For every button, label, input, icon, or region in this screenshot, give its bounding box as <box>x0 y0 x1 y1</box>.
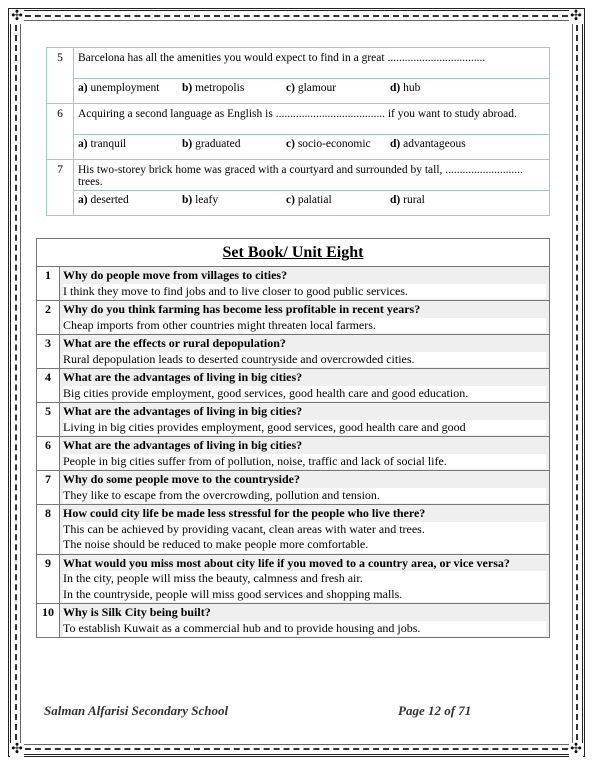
qa-number: 7 <box>37 471 60 505</box>
answer-option <box>78 138 126 150</box>
option-key: d) <box>390 138 401 150</box>
qa-content <box>60 369 550 403</box>
option-key: c) <box>286 194 295 206</box>
qa-row <box>37 505 550 555</box>
answer-text: In the city, people will miss the beauty, calmness and fresh air. <box>63 571 546 587</box>
qa-content <box>60 604 550 638</box>
option-text: glamour <box>297 82 337 94</box>
question-text: What are the advantages of living in big cities? <box>63 370 303 384</box>
footer-page-number: Page 12 of 71 <box>398 703 472 718</box>
answer-text: This can be achieved by providing vacant, clean areas with water and trees. <box>63 522 546 538</box>
answer-option <box>286 82 336 94</box>
option-text: advantageous <box>403 138 466 150</box>
qa-content <box>60 335 550 369</box>
option-key: d) <box>390 82 401 94</box>
option-text: leafy <box>195 194 219 206</box>
option-key: a) <box>78 82 88 94</box>
mcq-table <box>46 47 550 216</box>
option-text: tranquil <box>90 138 127 150</box>
mcq-question-row <box>47 160 550 191</box>
option-text: graduated <box>195 138 241 150</box>
answer-text: I think they move to find jobs and to live closer to good public services. <box>63 284 546 300</box>
qa-row <box>37 267 550 301</box>
qa-content <box>60 403 550 437</box>
footer-school-name: Salman Alfarisi Secondary School <box>44 703 229 718</box>
qa-row <box>37 604 550 638</box>
option-key: a) <box>78 194 88 206</box>
answer-text: Cheap imports from other countries might threaten local farmers. <box>63 318 546 334</box>
qa-number: 10 <box>37 604 60 638</box>
corner-ornament-icon: ✣ <box>570 9 582 24</box>
option-key: b) <box>182 138 193 150</box>
qa-content <box>60 471 550 505</box>
answer-option <box>182 138 240 150</box>
qa-number: 8 <box>37 505 60 555</box>
qa-content <box>60 505 550 555</box>
setbook-title: Set Book/ Unit Eight <box>37 239 550 267</box>
answer-option <box>286 194 332 206</box>
option-key: c) <box>286 82 295 94</box>
question-number: 7 <box>47 160 74 216</box>
question-text: How could city life be made less stressful for the people who live there? <box>63 506 426 520</box>
option-key: b) <box>182 82 193 94</box>
mcq-question-row <box>47 48 550 79</box>
setbook-table <box>36 238 550 638</box>
qa-row <box>37 471 550 505</box>
answer-option <box>182 194 218 206</box>
answer-text: They like to escape from the overcrowding, pollution and tension. <box>63 488 546 504</box>
question-stem: His two-storey brick home was graced with a courtyard and surrounded by tall, ........................... trees. <box>74 160 550 191</box>
option-text: deserted <box>90 194 129 206</box>
answer-option <box>286 138 371 150</box>
qa-number: 1 <box>37 267 60 301</box>
answer-text: To establish Kuwait as a commercial hub and to provide housing and jobs. <box>63 621 546 637</box>
mcq-question-row <box>47 104 550 135</box>
answer-option <box>78 82 159 94</box>
option-key: c) <box>286 138 295 150</box>
option-text: rural <box>403 194 425 206</box>
option-text: metropolis <box>195 82 245 94</box>
qa-content <box>60 437 550 471</box>
question-stem: Acquiring a second language as English is ...................................... if you want to study abroad. <box>74 104 550 135</box>
qa-row <box>37 335 550 369</box>
qa-number: 2 <box>37 301 60 335</box>
qa-row <box>37 369 550 403</box>
question-text: What are the advantages of living in big cities? <box>63 404 303 418</box>
qa-number: 3 <box>37 335 60 369</box>
option-text: hub <box>403 82 421 94</box>
qa-content <box>60 301 550 335</box>
option-text: socio-economic <box>297 138 371 150</box>
option-key: b) <box>182 194 193 206</box>
answer-option <box>390 82 420 94</box>
option-key: d) <box>390 194 401 206</box>
question-text: What are the advantages of living in big cities? <box>63 438 303 452</box>
answer-option <box>182 82 244 94</box>
question-text: Why is Silk City being built? <box>63 605 211 619</box>
answer-text: Living in big cities provides employment, good services, good health care and good <box>63 420 546 436</box>
answer-text: The noise should be reduced to make people more comfortable. <box>63 537 546 553</box>
qa-content <box>60 554 550 604</box>
question-number: 5 <box>47 48 74 104</box>
answer-text: Rural depopulation leads to deserted countryside and overcrowded cities. <box>63 352 546 368</box>
qa-row <box>37 437 550 471</box>
answer-text: In the countryside, people will miss good services and shopping malls. <box>63 587 546 603</box>
corner-ornament-icon: ✣ <box>570 742 582 757</box>
option-key: a) <box>78 138 88 150</box>
option-text: palatial <box>297 194 332 206</box>
question-text: What are the effects or rural depopulation? <box>63 336 286 350</box>
option-text: unemployment <box>90 82 160 94</box>
question-stem: Barcelona has all the amenities you would expect to find in a great .................................. <box>74 48 550 79</box>
answer-text: People in big cities suffer from of pollution, noise, traffic and lack of social life. <box>63 454 546 470</box>
answer-text: Big cities provide employment, good services, good health care and good education. <box>63 386 546 402</box>
qa-row <box>37 403 550 437</box>
qa-number: 4 <box>37 369 60 403</box>
question-number: 6 <box>47 104 74 160</box>
question-text: What would you miss most about city life if you moved to a country area, or vice versa? <box>63 555 510 570</box>
question-text: Why do you think farming has become less profitable in recent years? <box>63 302 421 316</box>
corner-ornament-icon: ✣ <box>11 742 23 757</box>
qa-number: 9 <box>37 554 60 604</box>
qa-number: 5 <box>37 403 60 437</box>
question-text: Why do some people move to the countryside? <box>63 472 300 486</box>
qa-number: 6 <box>37 437 60 471</box>
mcq-options-row <box>47 79 550 104</box>
corner-ornament-icon: ✣ <box>11 9 23 24</box>
qa-row <box>37 301 550 335</box>
mcq-options-row <box>47 135 550 160</box>
answer-option <box>390 138 466 150</box>
qa-row <box>37 554 550 604</box>
question-text: Why do people move from villages to cities? <box>63 268 288 282</box>
qa-content <box>60 267 550 301</box>
mcq-options-row <box>47 191 550 216</box>
answer-option <box>78 194 129 206</box>
answer-option <box>390 194 425 206</box>
